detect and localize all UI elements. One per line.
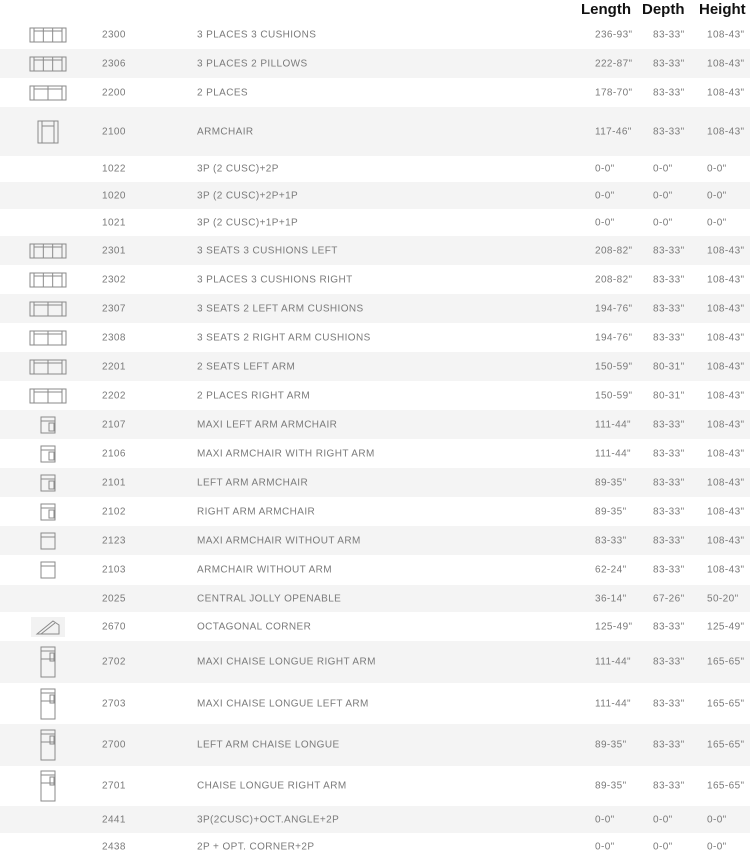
product-description: 3P (2 CUSC)+1P+1P [197,217,299,228]
product-code: 1021 [102,217,126,228]
product-code: 2201 [102,361,126,372]
height-column-header: Height [699,1,746,18]
product-code: 2701 [102,780,126,792]
length-value: 111-44" [595,448,632,459]
depth-value: 83-33" [653,274,685,285]
depth-value: 83-33" [653,506,685,517]
table-row [0,833,750,860]
table-row [0,20,750,49]
product-code: 1020 [102,190,126,201]
depth-value: 83-33" [653,87,685,98]
length-value: 62-24" [595,564,627,576]
depth-value: 83-33" [653,448,685,459]
octagonal-corner-icon [24,612,72,641]
empty-icon-slot [24,833,72,860]
maxi-chaise-right-icon [24,641,72,683]
product-description: 3P (2 CUSC)+2P [197,163,279,175]
product-description: 2 SEATS LEFT ARM [197,361,296,372]
height-value: 0-0" [707,841,727,852]
length-value: 0-0" [595,163,615,175]
length-value: 111-44" [595,419,632,430]
product-description: 2 PLACES [197,87,249,98]
product-code: 2107 [102,419,126,430]
height-value: 108-43" [707,506,745,517]
depth-value: 0-0" [653,190,673,201]
table-row [0,410,750,439]
length-value: 36-14" [595,593,627,604]
depth-value: 83-33" [653,621,685,632]
product-code: 2100 [102,126,126,137]
length-value: 208-82" [595,274,633,285]
table-row [0,585,750,612]
table-row [0,724,750,766]
product-description: 3 SEATS 2 LEFT ARM CUSHIONS [197,303,364,314]
armchair-no-arm-icon [24,555,72,585]
empty-icon-slot [24,585,72,612]
product-code: 2307 [102,303,126,314]
table-row [0,555,750,585]
product-code: 2101 [102,477,126,488]
product-code: 2703 [102,698,126,709]
table-row [0,182,750,209]
height-value: 108-43" [707,29,745,40]
product-code: 2441 [102,814,126,825]
length-value: 208-82" [595,245,633,256]
length-value: 178-70" [595,87,633,98]
height-value: 0-0" [707,163,727,175]
table-row [0,806,750,833]
depth-value: 83-33" [653,245,685,256]
chaise-left-icon [24,724,72,766]
depth-value: 83-33" [653,739,685,751]
product-code: 1022 [102,163,126,175]
depth-value: 83-33" [653,477,685,488]
armchair-icon [24,107,72,156]
depth-value: 0-0" [653,841,673,852]
product-description: 3 SEATS 3 CUSHIONS LEFT [197,245,338,256]
table-row [0,683,750,724]
empty-icon-slot [24,156,72,182]
product-code: 2025 [102,593,126,604]
depth-value: 80-31" [653,361,685,372]
depth-value: 67-26" [653,593,685,604]
table-row [0,209,750,236]
empty-icon-slot [24,806,72,833]
product-code: 2102 [102,506,126,517]
length-value: 194-76" [595,303,633,314]
product-description: MAXI LEFT ARM ARMCHAIR [197,419,338,430]
table-row [0,78,750,107]
empty-icon-slot [24,209,72,236]
height-value: 108-43" [707,303,745,314]
depth-value: 83-33" [653,29,685,40]
height-value: 108-43" [707,58,745,69]
product-code: 2302 [102,274,126,285]
height-value: 108-43" [707,564,745,576]
product-description: CHAISE LONGUE RIGHT ARM [197,780,347,792]
table-row [0,526,750,555]
height-value: 108-43" [707,361,745,372]
height-value: 108-43" [707,274,745,285]
product-description: 3 SEATS 2 RIGHT ARM CUSHIONS [197,332,371,343]
table-row [0,323,750,352]
height-value: 108-43" [707,535,745,546]
product-code: 2702 [102,656,126,668]
length-value: 0-0" [595,814,615,825]
product-description: LEFT ARM ARMCHAIR [197,477,309,488]
height-value: 108-43" [707,87,745,98]
table-row [0,265,750,294]
length-value: 0-0" [595,841,615,852]
depth-value: 0-0" [653,163,673,175]
height-value: 125-49" [707,621,745,632]
height-value: 108-43" [707,448,745,459]
length-value: 111-44" [595,656,632,668]
product-description: RIGHT ARM ARMCHAIR [197,506,316,517]
product-description: CENTRAL JOLLY OPENABLE [197,593,342,604]
depth-value: 83-33" [653,126,685,137]
table-row [0,612,750,641]
right-arm-armchair-icon [24,497,72,526]
product-description: ARMCHAIR WITHOUT ARM [197,564,333,576]
product-code: 2106 [102,448,126,459]
product-description: MAXI CHAISE LONGUE LEFT ARM [197,698,369,709]
depth-column-header: Depth [642,1,685,18]
table-row [0,641,750,683]
length-value: 150-59" [595,390,633,401]
sofa-3-seats-2-left-icon [24,294,72,323]
height-value: 108-43" [707,390,745,401]
sofa-3-places-right-icon [24,265,72,294]
height-value: 165-65" [707,698,745,709]
product-description: 2 PLACES RIGHT ARM [197,390,311,401]
height-value: 165-65" [707,739,745,751]
length-value: 111-44" [595,698,632,709]
depth-value: 83-33" [653,58,685,69]
table-row [0,236,750,265]
depth-value: 83-33" [653,656,685,668]
maxi-armchair-no-arm-icon [24,526,72,555]
height-value: 108-43" [707,245,745,256]
depth-value: 83-33" [653,698,685,709]
product-code: 2103 [102,564,126,576]
length-value: 150-59" [595,361,633,372]
product-code: 2670 [102,621,126,632]
height-value: 165-65" [707,780,745,792]
sofa-3-cushions-icon [24,20,72,49]
length-value: 89-35" [595,739,627,751]
depth-value: 83-33" [653,332,685,343]
table-row [0,381,750,410]
height-value: 108-43" [707,332,745,343]
maxi-chaise-left-icon [24,683,72,724]
product-code: 2300 [102,29,126,40]
height-value: 0-0" [707,190,727,201]
product-code: 2308 [102,332,126,343]
length-value: 222-87" [595,58,633,69]
depth-value: 83-33" [653,535,685,546]
length-column-header: Length [581,1,631,18]
product-description: 3 PLACES 2 PILLOWS [197,58,308,69]
table-row [0,439,750,468]
height-value: 108-43" [707,419,745,430]
left-arm-armchair-icon [24,468,72,497]
depth-value: 80-31" [653,390,685,401]
depth-value: 83-33" [653,303,685,314]
length-value: 83-33" [595,535,627,546]
depth-value: 0-0" [653,814,673,825]
length-value: 236-93" [595,29,633,40]
table-row [0,156,750,182]
chaise-right-icon [24,766,72,806]
table-row [0,468,750,497]
table-row [0,497,750,526]
product-code: 2301 [102,245,126,256]
depth-value: 83-33" [653,780,685,792]
product-description: 2P + OPT. CORNER+2P [197,841,315,852]
empty-icon-slot [24,182,72,209]
depth-value: 83-33" [653,564,685,576]
product-code: 2200 [102,87,126,98]
product-description: 3 PLACES 3 CUSHIONS [197,29,317,40]
maxi-left-arm-armchair-icon [24,410,72,439]
table-row [0,294,750,323]
product-description: 3 PLACES 3 CUSHIONS RIGHT [197,274,353,285]
product-description: 3P (2 CUSC)+2P+1P [197,190,299,201]
depth-value: 83-33" [653,419,685,430]
table-row [0,107,750,156]
product-code: 2438 [102,841,126,852]
product-code: 2202 [102,390,126,401]
sofa-2-places-right-icon [24,381,72,410]
sofa-3-seats-left-icon [24,236,72,265]
product-description: MAXI ARMCHAIR WITH RIGHT ARM [197,448,375,459]
product-description: ARMCHAIR [197,126,254,137]
product-code: 2306 [102,58,126,69]
table-row [0,49,750,78]
product-description: MAXI ARMCHAIR WITHOUT ARM [197,535,361,546]
product-description: MAXI CHAISE LONGUE RIGHT ARM [197,656,376,668]
length-value: 89-35" [595,780,627,792]
height-value: 165-65" [707,656,745,668]
sofa-2-places-icon [24,78,72,107]
length-value: 125-49" [595,621,633,632]
table-header [0,0,750,22]
length-value: 89-35" [595,506,627,517]
length-value: 117-46" [595,126,632,137]
length-value: 0-0" [595,217,615,228]
length-value: 89-35" [595,477,627,488]
sofa-3-seats-2-right-icon [24,323,72,352]
product-code: 2700 [102,739,126,751]
height-value: 108-43" [707,477,745,488]
height-value: 0-0" [707,217,727,228]
maxi-right-arm-armchair-icon [24,439,72,468]
depth-value: 0-0" [653,217,673,228]
height-value: 108-43" [707,126,745,137]
table-row [0,766,750,806]
length-value: 194-76" [595,332,633,343]
table-row [0,352,750,381]
product-code: 2123 [102,535,126,546]
product-description: 3P(2CUSC)+OCT.ANGLE+2P [197,814,340,825]
sofa-2-seats-left-icon [24,352,72,381]
height-value: 0-0" [707,814,727,825]
height-value: 50-20" [707,593,739,604]
product-description: OCTAGONAL CORNER [197,621,312,632]
product-description: LEFT ARM CHAISE LONGUE [197,739,340,751]
length-value: 0-0" [595,190,615,201]
sofa-3-pillows-icon [24,49,72,78]
